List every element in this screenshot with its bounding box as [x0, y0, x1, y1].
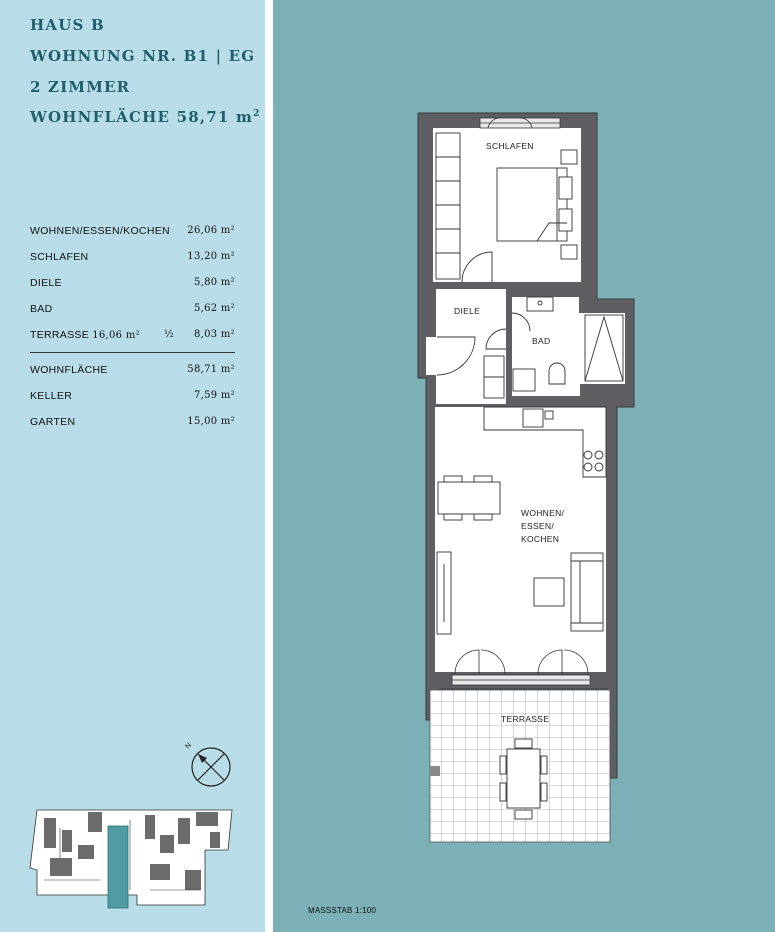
- house-title: HAUS B: [30, 16, 105, 34]
- apartment-number: WOHNUNG NR. B1 | EG: [30, 47, 256, 65]
- dining-set: [438, 476, 500, 520]
- area-label: SCHLAFEN: [30, 251, 89, 263]
- room-count: 2 ZIMMER: [30, 78, 131, 96]
- room-label-diele: DIELE: [454, 306, 481, 316]
- area-value: 13,20 m²: [187, 251, 235, 262]
- scale-label: MASSSTAB 1:100: [308, 906, 377, 915]
- room-label-wohnen-1: WOHNEN/: [521, 508, 565, 518]
- room-label-schlafen: SCHLAFEN: [486, 141, 534, 151]
- coffee-table: [534, 578, 564, 606]
- area-label: WOHNEN/ESSEN/KOCHEN: [30, 225, 170, 237]
- area-value: 26,06 m²: [187, 225, 235, 236]
- floor-entrance-gap: [426, 337, 438, 375]
- shower: [585, 315, 623, 381]
- terrace-dining-set: [500, 739, 547, 819]
- terrace-gross-area: 16,06 m²: [92, 330, 140, 341]
- sofa: [571, 553, 603, 631]
- compass-north-label: N: [184, 741, 193, 751]
- total-value: 58,71 m²: [187, 364, 235, 375]
- area-value: 8,03 m²: [193, 329, 235, 340]
- apartment-highlight: [108, 826, 128, 908]
- total-label: WOHNFLÄCHE: [30, 364, 108, 376]
- nightstand: [561, 245, 577, 259]
- total-label: KELLER: [30, 390, 73, 402]
- compass-icon: [184, 742, 230, 786]
- bed: [497, 168, 567, 241]
- terrace: [430, 690, 610, 842]
- area-label: TERRASSE 16,06 m²: [30, 329, 140, 341]
- total-value: 7,59 m²: [193, 390, 235, 401]
- washing-machine: [513, 369, 535, 391]
- area-label: BAD: [30, 303, 53, 315]
- terrace-factor: ½: [164, 329, 174, 340]
- living-area-heading: WOHNFLÄCHE 58,71 $m^2$: [30, 108, 261, 126]
- nightstand: [561, 150, 577, 164]
- kitchen-sink: [523, 409, 543, 427]
- room-label-terrasse: TERRASSE: [501, 714, 550, 724]
- bedroom-window: [480, 118, 560, 128]
- wardrobe: [436, 133, 460, 279]
- area-label: DIELE: [30, 277, 62, 289]
- room-label-wohnen-2: ESSEN/: [521, 521, 554, 531]
- toilet: [549, 363, 565, 384]
- site-key-plan: [30, 810, 232, 908]
- dining-table: [438, 482, 500, 514]
- room-label-wohnen-3: KOCHEN: [521, 534, 560, 544]
- total-label: GARTEN: [30, 416, 76, 428]
- room-label-bad: BAD: [532, 336, 551, 346]
- sink: [527, 297, 553, 311]
- area-value: 5,62 m²: [193, 303, 235, 314]
- area-value: 5,80 m²: [193, 277, 235, 288]
- total-value: 15,00 m²: [187, 416, 235, 427]
